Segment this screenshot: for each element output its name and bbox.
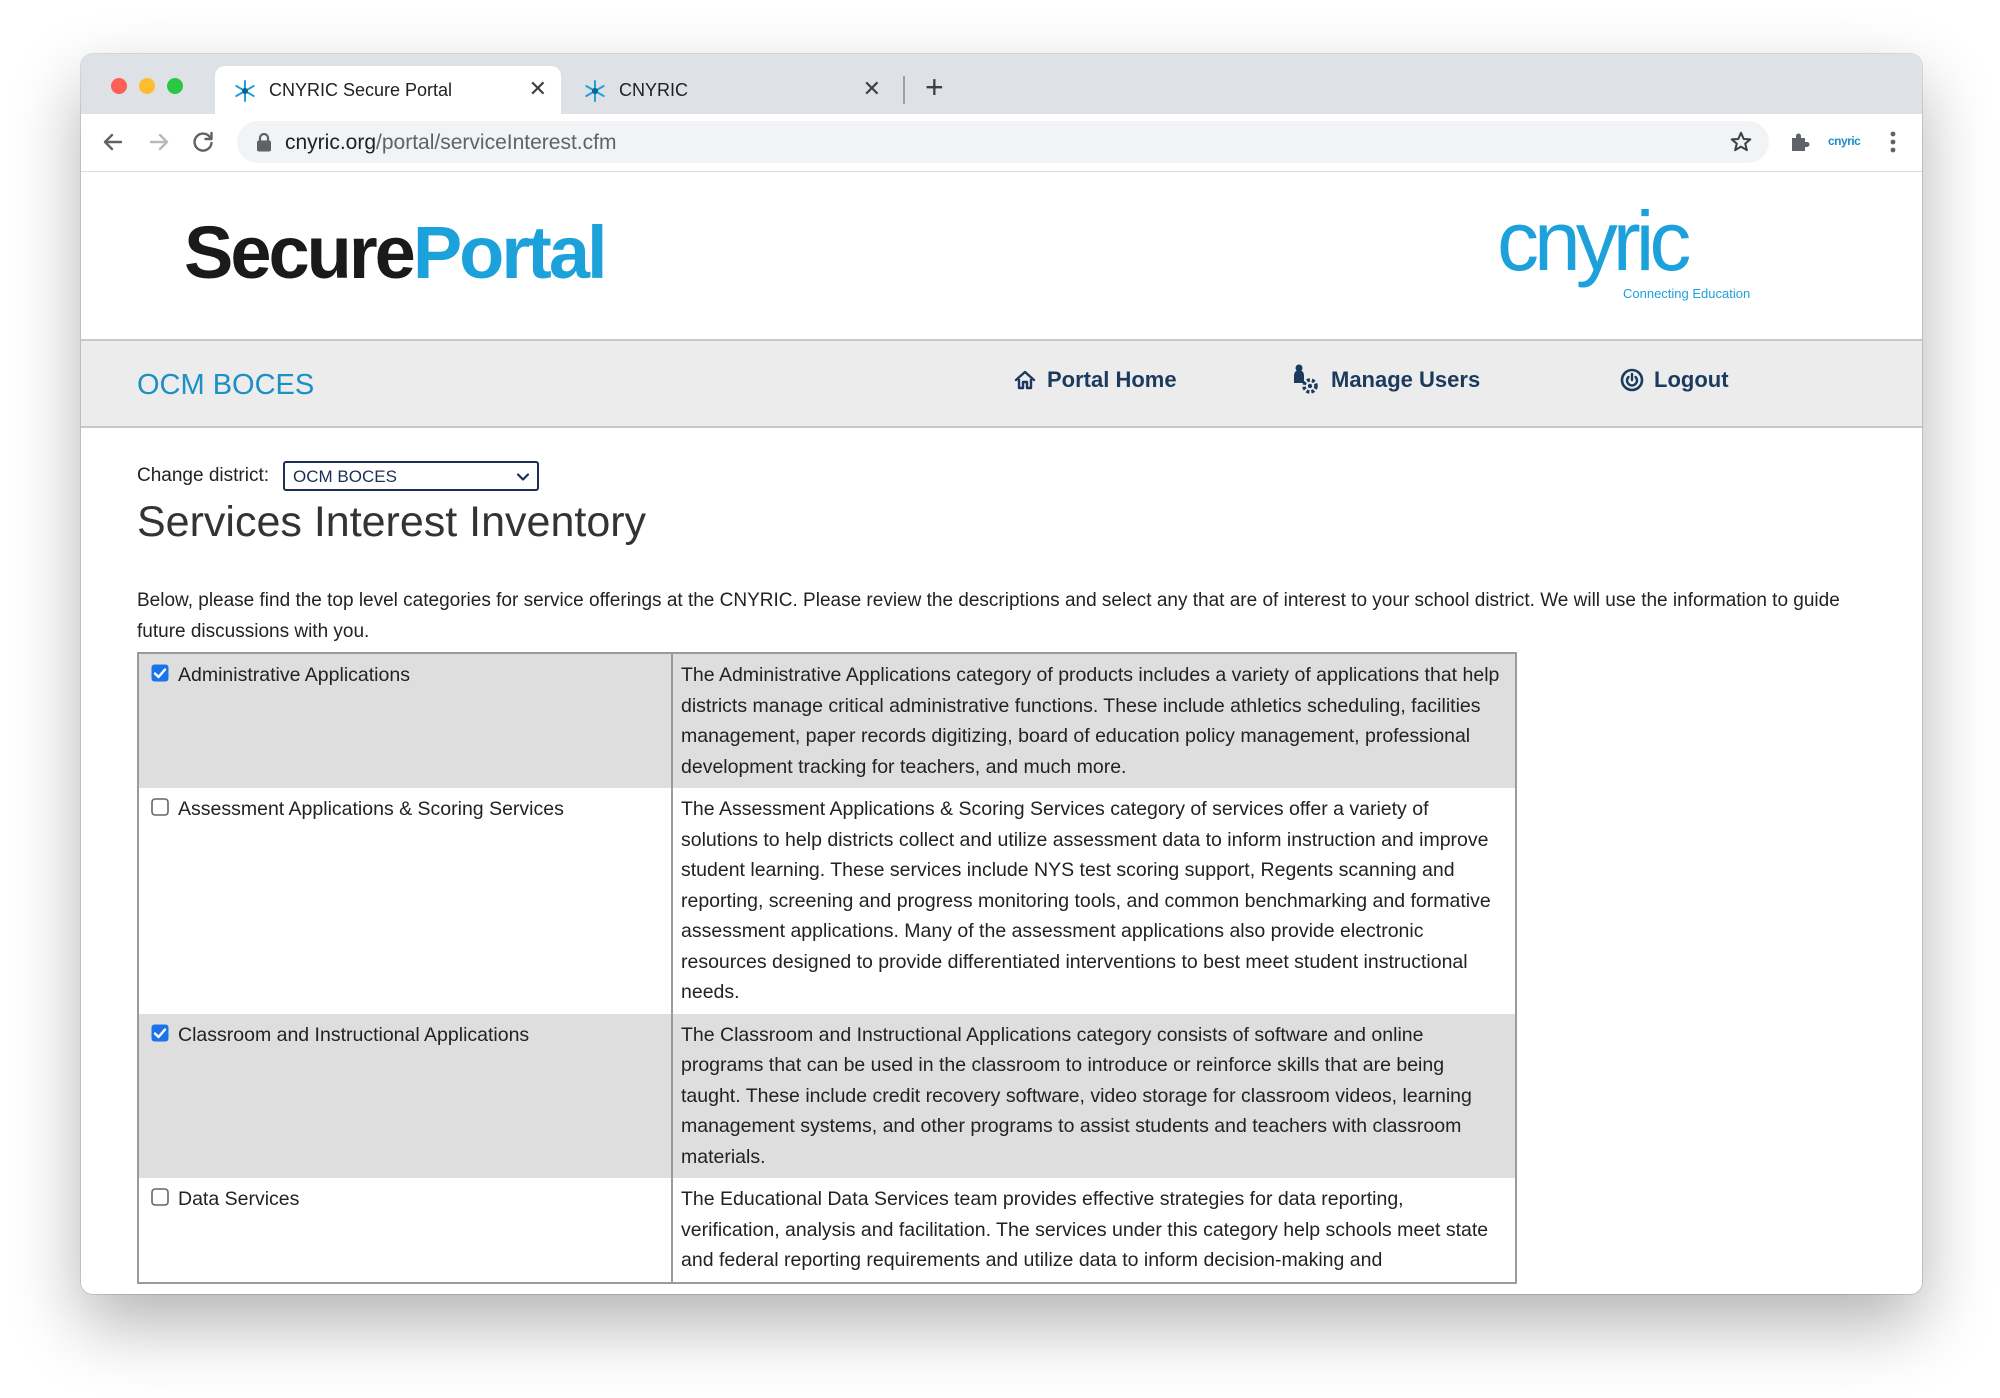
service-name: Data Services xyxy=(178,1188,300,1210)
checkbox-checked[interactable] xyxy=(151,664,169,682)
portal-home-label: Portal Home xyxy=(1047,367,1177,392)
snowflake-icon xyxy=(583,79,607,103)
services-table xyxy=(137,652,1517,1284)
page-title: Services Interest Inventory xyxy=(137,498,647,546)
tab-close-icon[interactable]: ✕ xyxy=(862,76,881,101)
zoom-window-button[interactable] xyxy=(167,78,183,94)
service-name: Classroom and Instructional Applications xyxy=(178,1023,530,1046)
tab-title: CNYRIC Secure Portal xyxy=(269,80,453,100)
lock-icon[interactable] xyxy=(255,132,273,152)
change-district-label: Change district: xyxy=(137,465,270,486)
table-row xyxy=(138,1178,1516,1283)
service-name-cell xyxy=(138,788,672,1014)
service-name-cell xyxy=(138,1178,672,1283)
profile-extension-logo[interactable]: cnyric xyxy=(1828,134,1861,148)
kebab-menu-icon[interactable] xyxy=(1889,128,1897,156)
page-content xyxy=(81,172,1922,1294)
browser-toolbar xyxy=(81,114,1922,172)
checkbox-unchecked[interactable] xyxy=(151,1188,169,1206)
service-name-cell xyxy=(138,1014,672,1179)
site-header xyxy=(81,172,1922,339)
chevron-down-icon xyxy=(515,469,531,485)
table-row xyxy=(138,653,1516,788)
logout-label: Logout xyxy=(1654,367,1729,392)
checkbox-checked[interactable] xyxy=(151,1024,169,1042)
tab-close-icon[interactable]: ✕ xyxy=(528,76,547,101)
forward-arrow-icon[interactable] xyxy=(145,128,173,156)
service-name-cell xyxy=(138,653,672,788)
main-navbar xyxy=(81,339,1922,428)
reload-icon[interactable] xyxy=(189,128,217,156)
close-window-button[interactable] xyxy=(111,78,127,94)
service-description: The Administrative Applications category of products includes a variety of applications that help districts manage critical administrative functions. These include athletics scheduling, facilities management, paper records digitizing, board of education policy management, professional development tracking for teachers, and much more. xyxy=(672,653,1516,788)
tab-separator xyxy=(903,76,905,104)
snowflake-icon xyxy=(233,79,257,103)
address-bar[interactable] xyxy=(237,121,1769,163)
manage-users-link[interactable] xyxy=(1291,363,1480,397)
table-row xyxy=(138,788,1516,1014)
users-gear-icon xyxy=(1291,363,1321,397)
tab-cnyric[interactable] xyxy=(565,66,895,114)
power-icon xyxy=(1620,368,1644,392)
manage-users-label: Manage Users xyxy=(1331,367,1481,392)
minimize-window-button[interactable] xyxy=(139,78,155,94)
secureportal-logo[interactable]: SecurePortal xyxy=(184,211,605,294)
puzzle-extension-icon[interactable] xyxy=(1787,129,1813,155)
portal-home-link[interactable] xyxy=(1013,367,1177,393)
back-arrow-icon[interactable] xyxy=(99,128,127,156)
browser-window xyxy=(81,54,1922,1294)
service-description: The Assessment Applications & Scoring Services category of services offer a variety of solutions to help districts collect and utilize assessment data to inform instruction and improve student learning. These services include NYS test scoring support, Regents scanning and reporting, screening and progress monitoring tools, and common benchmarking and formative assessment applications. Many of the assessment applications also provide electronic resources designed to provide differentiated interventions to best meet student instructional needs. xyxy=(672,788,1516,1014)
change-district-row xyxy=(137,461,539,491)
bookmark-star-icon[interactable] xyxy=(1729,130,1753,154)
service-description: The Classroom and Instructional Applications category consists of software and online programs that can be used in the classroom to introduce or reinforce skills that are being taught. These include credit recovery software, video storage for classroom videos, learning management systems, and other programs to assist students and teachers with classroom materials. xyxy=(672,1014,1516,1179)
organization-name: OCM BOCES xyxy=(137,369,315,401)
service-name: Assessment Applications & Scoring Services xyxy=(178,798,564,820)
cnyric-logo-wordmark: cnyric xyxy=(1497,198,1687,288)
district-select[interactable] xyxy=(283,461,539,491)
table-row xyxy=(138,1014,1516,1179)
intro-text: Below, please find the top level categories for service offerings at the CNYRIC. Please review the descriptions and select any that are of interest to your school district. We will use the information to guide future discussions with you. xyxy=(137,590,1840,642)
cnyric-logo-tagline: Connecting Education xyxy=(1623,286,1751,301)
home-icon xyxy=(1013,368,1037,392)
cnyric-logo[interactable] xyxy=(1495,198,1755,308)
logout-link[interactable] xyxy=(1620,367,1729,393)
tab-title: CNYRIC xyxy=(619,80,689,100)
tab-strip xyxy=(81,54,1922,114)
service-name: Administrative Applications xyxy=(178,664,410,686)
checkbox-unchecked[interactable] xyxy=(151,798,169,816)
service-description: The Educational Data Services team provides effective strategies for data reporting, verification, analysis and facilitation. The services under this category help schools meet state and federal reporting requirements and utilize data to inform decision-making and xyxy=(672,1178,1516,1283)
tab-cnyric-secure-portal[interactable] xyxy=(215,66,561,114)
new-tab-button[interactable]: + xyxy=(925,69,944,105)
url-text: cnyric.org/portal/serviceInterest.cfm xyxy=(285,131,617,154)
district-selected-value: OCM BOCES xyxy=(293,467,397,486)
